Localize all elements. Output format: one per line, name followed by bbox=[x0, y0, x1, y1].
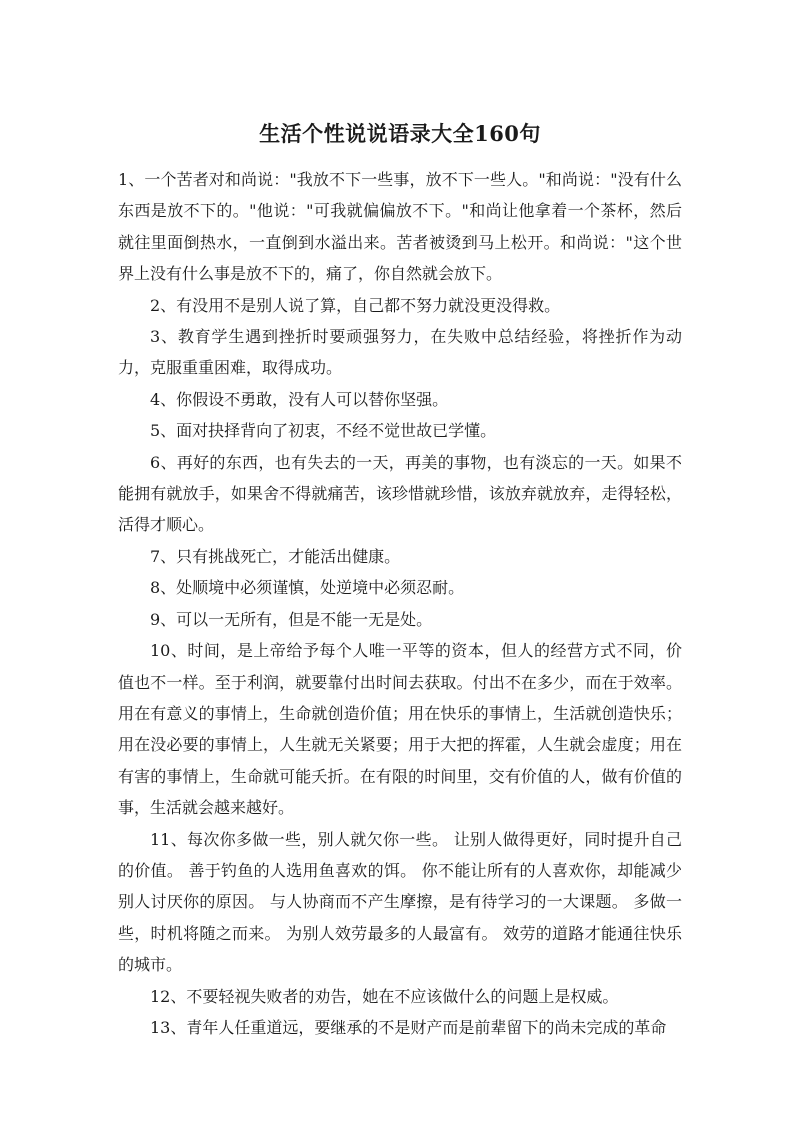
paragraph-11: 11、每次你多做一些，别人就欠你一些。 让别人做得更好，同时提升自己的价值。 善于钓鱼的人选用鱼喜欢的饵。 你不能让所有的人喜欢你，却能减少别人讨厌你的原因。 与人协商而不产生摩擦，是有待学习的一大课题。 多做一些，时机将随之而来。 为别人效劳最多的人最富有。 效劳的道路才能通往快乐的城市。 bbox=[118, 829, 682, 975]
paragraph-1: 1、一个苦者对和尚说："我放不下一些事，放不下一些人。"和尚说："没有什么东西是放不下的。"他说："可我就偏偏放不下。"和尚让他拿着一个茶杯，然后就往里面倒热水，一直倒到水溢出来。苦者被烫到马上松开。和尚说："这个世界上没有什么事是放不下的，痛了，你自然就会放下。 bbox=[118, 170, 682, 284]
paragraph-4: 4、你假设不勇敢，没有人可以替你坚强。 bbox=[150, 389, 449, 409]
document-page bbox=[118, 118, 682, 1043]
paragraph-5: 5、面对抉择背向了初衷，不经不觉世故已学懂。 bbox=[150, 421, 497, 441]
paragraph-10: 10、时间，是上帝给予每个人唯一平等的资本，但人的经营方式不同，价值也不一样。至于利润，就要靠付出时间去获取。付出不在多少，而在于效率。用在有意义的事情上，生命就创造价值；用在快乐的事情上，生活就创造快乐；用在没必要的事情上，人生就无关紧要；用于大把的挥霍，人生就会虚度；用在有害的事情上，生命就可能夭折。在有限的时间里，交有价值的人，做有价值的事，生活就会越来越好。 bbox=[118, 641, 682, 818]
document-title: 生活个性说说语录大全160句 bbox=[259, 121, 541, 146]
paragraph-6: 6、再好的东西，也有失去的一天，再美的事物，也有淡忘的一天。如果不能拥有就放手，如果舍不得就痛苦，该珍惜就珍惜，该放弃就放弃，走得轻松，活得才顺心。 bbox=[118, 452, 682, 535]
paragraph-7: 7、只有挑战死亡，才能活出健康。 bbox=[150, 546, 401, 566]
paragraph-12: 12、不要轻视失败者的劝告，她在不应该做什么的问题上是权威。 bbox=[150, 986, 619, 1006]
paragraph-2: 2、有没用不是别人说了算，自己都不努力就没更没得救。 bbox=[150, 295, 561, 315]
paragraph-13: 13、青年人任重道远，要继承的不是财产而是前辈留下的尚未完成的革命 bbox=[150, 1017, 667, 1037]
paragraph-3: 3、教育学生遇到挫折时要顽强努力，在失败中总结经验，将挫折作为动力，克服重重困难，取得成功。 bbox=[118, 327, 682, 378]
paragraph-8: 8、处顺境中必须谨慎，处逆境中必须忍耐。 bbox=[150, 578, 465, 598]
paragraph-9: 9、可以一无所有，但是不能一无是处。 bbox=[150, 609, 433, 629]
